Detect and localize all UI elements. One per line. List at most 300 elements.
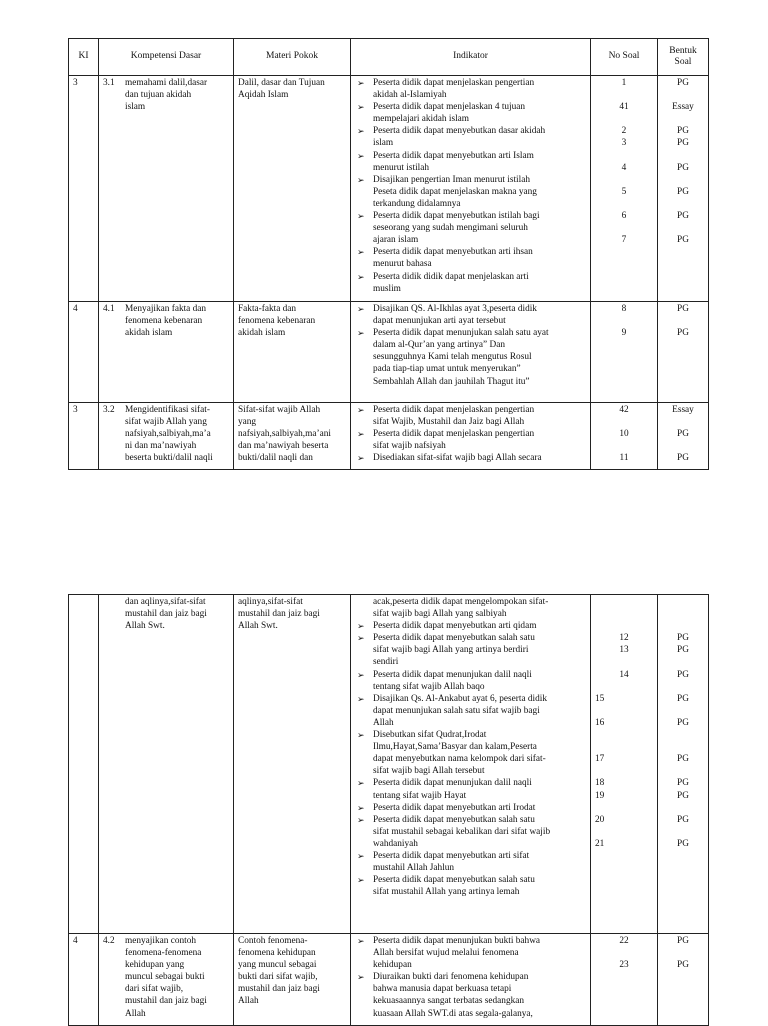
indikator-line: muslim — [373, 283, 401, 294]
kd-number: 3.1 — [103, 78, 115, 88]
materi-line: Allah — [238, 996, 259, 1007]
indikator-continuation: sifat wajib bagi Allah yang salbiyah — [373, 609, 507, 620]
indikator-item — [355, 777, 586, 801]
indikator-item — [355, 428, 586, 452]
indikator-cell — [351, 934, 591, 1026]
bentuk-soal-value: PG — [677, 304, 689, 314]
indikator-line: Disajikan pengertian Iman menurut istilah — [373, 174, 530, 185]
no-soal-value — [595, 705, 653, 717]
bentuk-soal-value — [662, 802, 704, 814]
arrow-bullet-icon: ➢ — [357, 802, 365, 813]
bentuk-soal-value — [662, 656, 704, 668]
bentuk-soal-value: PG — [677, 790, 689, 801]
no-soal-value: 20 — [595, 814, 605, 825]
kompetensi-dasar-cell — [99, 302, 234, 403]
no-soal-value — [595, 198, 653, 210]
indikator-line: kuasaan Allah SWT.di atas segala-galanya, — [373, 1008, 533, 1019]
indikator-line: Peserta didik dapat menunjukan dalil naqli — [373, 778, 532, 789]
no-soal-value — [595, 656, 653, 668]
bentuk-soal-value: PG — [677, 754, 689, 765]
indikator-line: sifat mustahil Allah yang artinya lemah — [373, 887, 520, 898]
kd-line: akidah islam — [125, 328, 173, 339]
no-soal-value — [595, 89, 653, 101]
bentuk-soal-value: Essay — [672, 405, 694, 415]
kd-line: beserta bukti/dalil naqli — [125, 453, 213, 464]
arrow-bullet-icon: ➢ — [357, 304, 365, 314]
no-soal-value: 16 — [595, 717, 605, 728]
indikator-item — [355, 174, 586, 210]
bentuk-soal-value: PG — [677, 211, 689, 222]
bentuk-soal-value — [662, 681, 704, 693]
indikator-line: akidah al-Islamiyah — [373, 90, 447, 101]
ki-cell: 4 — [69, 934, 99, 1026]
no-soal-value — [595, 620, 653, 632]
indikator-line: dapat menunjukan salah satu sifat wajib bagi — [373, 705, 540, 716]
kd-text: Menyajikan fakta dan — [125, 304, 207, 314]
kd-line: Allah — [125, 1008, 146, 1019]
kompetensi-dasar-cell — [99, 403, 234, 470]
no-soal-value: 5 — [621, 186, 627, 197]
arrow-bullet-icon: ➢ — [357, 78, 365, 88]
arrow-bullet-icon: ➢ — [357, 875, 365, 886]
arrow-bullet-icon: ➢ — [357, 621, 365, 632]
no-soal-value — [595, 608, 653, 620]
indikator-line: tentang sifat wajib Allah baqo — [373, 681, 485, 692]
bentuk-soal-value: PG — [677, 138, 689, 149]
indikator-cell — [351, 76, 591, 302]
kd-line: nafsiyah,salbiyah,ma’a — [125, 429, 211, 440]
no-soal-value — [595, 826, 653, 838]
kd-line: muncul sebagai bukti — [125, 972, 205, 983]
materi-line: yang — [238, 417, 257, 428]
materi-pokok-cell — [234, 595, 351, 934]
no-soal-value: 6 — [621, 211, 627, 222]
bentuk-soal-value: PG — [677, 78, 689, 88]
bentuk-soal-cell — [658, 595, 709, 934]
no-soal-value: 9 — [621, 328, 627, 339]
indikator-line: Peserta didik dapat menyebutkan salah satu — [373, 633, 535, 644]
kompetensi-dasar-cell — [99, 595, 234, 934]
kd-line: mustahil dan jaiz bagi — [125, 996, 207, 1007]
no-soal-value — [595, 150, 653, 162]
no-soal-value: 3 — [621, 138, 627, 149]
kd-number: 4.2 — [103, 936, 115, 946]
no-soal-cell — [591, 934, 658, 1026]
indikator-line: Peserta didik dapat menjelaskan pengertian — [373, 405, 535, 415]
no-soal-value — [595, 315, 653, 327]
indikator-line: mempelajari akidah islam — [373, 114, 470, 125]
no-soal-value: 41 — [619, 102, 629, 113]
indikator-line: islam — [373, 138, 394, 149]
indikator-line: sifat wajib bagi Allah tersebut — [373, 766, 485, 777]
indikator-item — [355, 210, 586, 246]
bentuk-soal-value — [662, 416, 704, 428]
no-soal-value: 17 — [595, 754, 605, 765]
table-row — [69, 302, 709, 403]
indikator-line: Disebutkan sifat Qudrat,Irodat — [373, 730, 487, 741]
kd-line: Allah Swt. — [125, 621, 165, 632]
arrow-bullet-icon: ➢ — [357, 778, 365, 789]
arrow-bullet-icon: ➢ — [357, 669, 365, 680]
no-soal-value — [595, 113, 653, 125]
no-soal-value — [595, 947, 653, 959]
indikator-item — [355, 404, 586, 428]
no-soal-value: 23 — [619, 960, 629, 971]
kd-number: 3.2 — [103, 405, 115, 415]
bentuk-soal-value — [662, 150, 704, 162]
indikator-item — [355, 850, 586, 874]
bentuk-soal-value — [662, 765, 704, 777]
materi-pokok-cell — [234, 934, 351, 1026]
indikator-list — [355, 77, 586, 295]
materi-line: Allah Swt. — [238, 621, 278, 632]
indikator-item — [355, 77, 586, 101]
bentuk-soal-value — [662, 705, 704, 717]
header-bentuk-soal: Bentuk Soal — [658, 39, 709, 76]
indikator-line: bahwa manusia dapat berkuasa tetapi — [373, 984, 512, 995]
bentuk-soal-value — [662, 620, 704, 632]
indikator-line: sifat wajib nafsiyah — [373, 441, 446, 452]
indikator-item — [355, 693, 586, 729]
table-row — [69, 403, 709, 470]
indikator-line: sifat wajib bagi Allah yang artinya berdiri — [373, 645, 529, 656]
bentuk-soal-value: PG — [677, 429, 689, 440]
indikator-line: menurut bahasa — [373, 259, 432, 270]
indikator-item — [355, 874, 586, 898]
arrow-bullet-icon: ➢ — [357, 850, 365, 861]
indikator-list — [355, 935, 586, 1020]
no-soal-value: 12 — [619, 633, 629, 644]
indikator-line: Peserta didik dapat menyebutkan salah satu — [373, 875, 535, 886]
materi-line: yang muncul sebagai — [238, 960, 317, 971]
kd-line: mustahil dan jaiz bagi — [125, 609, 207, 620]
arrow-bullet-icon: ➢ — [357, 126, 365, 137]
no-soal-cell — [591, 302, 658, 403]
indikator-line: Peserta didik dapat menyebutkan arti Islam — [373, 150, 534, 161]
kd-line — [103, 303, 229, 315]
kd-line: dan aqlinya,sifat-sifat — [125, 597, 206, 607]
indikator-line: Disajikan QS. Al-Ikhlas ayat 3,peserta didik — [373, 304, 537, 314]
no-soal-value: 4 — [621, 162, 627, 173]
materi-line: Fakta-fakta dan — [238, 304, 297, 314]
arrow-bullet-icon: ➢ — [357, 405, 365, 415]
no-soal-value: 19 — [595, 790, 605, 801]
indikator-item — [355, 327, 586, 387]
indikator-line: Peserta didik dapat menyebutkan arti ihsan — [373, 247, 533, 258]
kd-line: fenomena-fenomena — [125, 948, 202, 959]
no-soal-value: 15 — [595, 693, 605, 704]
bentuk-soal-value — [662, 729, 704, 741]
header-no-soal: No Soal — [591, 39, 658, 76]
table-header-row — [69, 39, 709, 76]
indikator-line: menurut istilah — [373, 162, 430, 173]
indikator-line: Peserta didik dapat menyebutkan istilah bagi — [373, 211, 540, 222]
indikator-item — [355, 125, 586, 149]
no-soal-cell — [591, 595, 658, 934]
materi-line: Contoh fenomena- — [238, 936, 308, 946]
indikator-line: sifat mustahil sebagai kebalikan dari sifat wajib — [373, 826, 551, 837]
indikator-item — [355, 271, 586, 295]
indikator-item — [355, 935, 586, 971]
arrow-bullet-icon: ➢ — [357, 936, 365, 946]
kd-line — [103, 404, 229, 416]
kd-text: memahami dalil,dasar — [125, 78, 208, 88]
indikator-line: Peserta didik didik dapat menjelaskan arti — [373, 271, 529, 282]
indikator-cell — [351, 595, 591, 934]
indikator-line: Ilmu,Hayat,Sama’Basyar dan kalam,Peserta — [373, 742, 537, 753]
indikator-item — [355, 971, 586, 1019]
materi-line: mustahil dan jaiz bagi — [238, 609, 320, 620]
materi-line: Sifat-sifat wajib Allah — [238, 405, 321, 415]
indikator-line: dalam al-Qur’an yang artinya” Dan — [373, 340, 505, 351]
no-soal-value — [595, 681, 653, 693]
bentuk-soal-value: PG — [677, 645, 689, 656]
indikator-line: Allah — [373, 717, 394, 728]
no-soal-value — [595, 222, 653, 234]
bentuk-soal-cell — [658, 403, 709, 470]
indikator-line: dapat menyebutkan nama kelompok dari sifat- — [373, 754, 546, 765]
arrow-bullet-icon: ➢ — [357, 328, 365, 339]
no-soal-value: 2 — [621, 126, 627, 137]
indikator-line: kekuasaannya sangat terbatas sedangkan — [373, 996, 525, 1007]
indikator-line: Peserta didik dapat menyebutkan dasar akidah — [373, 126, 546, 137]
bentuk-soal-value: PG — [677, 633, 689, 644]
indikator-line: Disediakan sifat-sifat wajib bagi Allah secara — [373, 453, 542, 464]
bentuk-soal-cell — [658, 302, 709, 403]
indikator-line: mustahil Allah Jahlun — [373, 863, 455, 874]
no-soal-value: 14 — [619, 669, 629, 680]
bentuk-soal-value: PG — [677, 936, 689, 946]
arrow-bullet-icon: ➢ — [357, 247, 365, 258]
indikator-line: Diuraikan bukti dari fenomena kehidupan — [373, 972, 529, 983]
kd-line: fenomena kebenaran — [125, 316, 203, 327]
indikator-list — [355, 596, 586, 898]
arrow-bullet-icon: ➢ — [357, 174, 365, 185]
kd-text: Mengidentifikasi sifat- — [125, 405, 210, 415]
no-soal-value — [595, 729, 653, 741]
indikator-line: Peserta didik dapat menyebutkan arti sifat — [373, 850, 530, 861]
bentuk-soal-value — [662, 947, 704, 959]
materi-line: bukti/dalil naqli dan — [238, 453, 313, 464]
materi-pokok-cell — [234, 403, 351, 470]
indikator-line: tentang sifat wajib Hayat — [373, 790, 467, 801]
no-soal-value: 11 — [619, 453, 629, 464]
indikator-item — [355, 303, 586, 327]
bentuk-soal-value — [662, 89, 704, 101]
kompetensi-dasar-cell — [99, 76, 234, 302]
header-materi-pokok: Materi Pokok — [234, 39, 351, 76]
indikator-line: Peserta didik dapat menjelaskan pengertian — [373, 78, 535, 88]
arrow-bullet-icon: ➢ — [357, 271, 365, 282]
no-soal-value — [595, 765, 653, 777]
table-row — [69, 595, 709, 934]
bentuk-soal-value — [662, 174, 704, 186]
indikator-item — [355, 101, 586, 125]
kd-line: sifat wajib Allah yang — [125, 417, 207, 428]
header-kompetensi-dasar: Kompetensi Dasar — [99, 39, 234, 76]
bentuk-soal-value: PG — [677, 162, 689, 173]
indikator-line: Peserta didik dapat menyebutkan arti Irodat — [373, 802, 536, 813]
kd-line: kehidupan yang — [125, 960, 185, 971]
indikator-item — [355, 632, 586, 668]
bentuk-soal-value — [662, 198, 704, 210]
bentuk-soal-value: PG — [677, 669, 689, 680]
materi-line: aqlinya,sifat-sifat — [238, 597, 303, 607]
arrow-bullet-icon: ➢ — [357, 150, 365, 161]
bentuk-soal-value: PG — [677, 838, 689, 849]
kd-line — [103, 77, 229, 89]
no-soal-value — [595, 440, 653, 452]
kompetensi-dasar-cell — [99, 934, 234, 1026]
arrow-bullet-icon: ➢ — [357, 429, 365, 440]
indikator-line: sifat Wajib, Mustahil dan Jaiz bagi Allah — [373, 417, 525, 428]
bentuk-soal-value — [662, 826, 704, 838]
table-row — [69, 76, 709, 302]
indikator-line: Peserta didik dapat menjelaskan 4 tujuan — [373, 102, 526, 113]
no-soal-value — [595, 741, 653, 753]
indikator-line: dapat menunjukan arti ayat tersebut — [373, 316, 506, 327]
indikator-item — [355, 669, 586, 693]
bentuk-soal-value — [662, 113, 704, 125]
bentuk-soal-value — [662, 741, 704, 753]
no-soal-value — [595, 596, 653, 608]
indikator-line: kehidupan — [373, 960, 412, 971]
kisi-kisi-table-page-2 — [68, 594, 709, 1026]
bentuk-soal-value — [662, 440, 704, 452]
no-soal-value: 21 — [595, 838, 605, 849]
indikator-line: Disajikan Qs. Al-Ankabut ayat 6, peserta didik — [373, 693, 548, 704]
materi-line: Aqidah Islam — [238, 90, 289, 101]
ki-cell: 4 — [69, 302, 99, 403]
materi-line: dan ma’nawiyah beserta — [238, 441, 329, 452]
header-indikator: Indikator — [351, 39, 591, 76]
indikator-item — [355, 246, 586, 270]
indikator-line: wahdaniyah — [373, 838, 418, 849]
indikator-cell — [351, 302, 591, 403]
indikator-line: pada tiap-tiap umat untuk menyerukan” — [373, 364, 521, 375]
arrow-bullet-icon: ➢ — [357, 693, 365, 704]
kd-line: islam — [125, 102, 146, 113]
indikator-item — [355, 729, 586, 777]
kd-line: dari sifat wajib, — [125, 984, 184, 995]
kisi-kisi-table-page-1 — [68, 38, 709, 470]
no-soal-value — [595, 174, 653, 186]
indikator-item — [355, 150, 586, 174]
bentuk-soal-value: PG — [677, 814, 689, 825]
kd-line — [103, 935, 229, 947]
arrow-bullet-icon: ➢ — [357, 453, 365, 464]
bentuk-soal-value: PG — [677, 693, 689, 704]
no-soal-value: 13 — [619, 645, 629, 656]
no-soal-value — [595, 416, 653, 428]
no-soal-value — [595, 802, 653, 814]
no-soal-value: 8 — [621, 304, 627, 314]
indikator-line: seseorang yang sudah mengimani seluruh — [373, 223, 528, 234]
indikator-line: Peserta didik dapat menunjukan bukti bahwa — [373, 936, 541, 946]
arrow-bullet-icon: ➢ — [357, 972, 365, 983]
bentuk-soal-value: PG — [677, 235, 689, 246]
kd-number: 4.1 — [103, 304, 115, 314]
indikator-line: Allah bersifat wujud melalui fenomena — [373, 948, 519, 959]
bentuk-soal-value: Essay — [672, 102, 694, 113]
indikator-line: Peserta didik dapat menjelaskan pengertian — [373, 429, 535, 440]
arrow-bullet-icon: ➢ — [357, 814, 365, 825]
no-soal-value: 1 — [621, 78, 627, 88]
table-row — [69, 934, 709, 1026]
materi-line: akidah islam — [238, 328, 286, 339]
materi-line: fenomena kehidupan — [238, 948, 316, 959]
indikator-line: Peseta didik dapat menjelaskan makna yang — [373, 186, 537, 197]
indikator-line: sesungguhnya Kami telah mengutus Rosul — [373, 352, 532, 363]
arrow-bullet-icon: ➢ — [357, 633, 365, 644]
materi-line: bukti dari sifat wajib, — [238, 972, 318, 983]
bentuk-soal-value: PG — [677, 717, 689, 728]
no-soal-value: 10 — [619, 429, 629, 440]
no-soal-value: 7 — [621, 235, 627, 246]
bentuk-soal-value — [662, 596, 704, 608]
indikator-item — [355, 802, 586, 814]
indikator-line: sendiri — [373, 657, 399, 668]
no-soal-value: 42 — [619, 405, 629, 415]
kd-line: dan tujuan akidah — [125, 90, 192, 101]
materi-pokok-cell — [234, 76, 351, 302]
bentuk-soal-value — [662, 608, 704, 620]
indikator-cell — [351, 403, 591, 470]
header-ki: KI — [69, 39, 99, 76]
indikator-item — [355, 814, 586, 850]
bentuk-soal-cell — [658, 76, 709, 302]
kd-text: menyajikan contoh — [125, 936, 196, 946]
bentuk-soal-value: PG — [677, 453, 689, 464]
bentuk-soal-cell — [658, 934, 709, 1026]
bentuk-soal-value: PG — [677, 126, 689, 137]
materi-pokok-cell — [234, 302, 351, 403]
indikator-list — [355, 303, 586, 388]
materi-line: nafsiyah,salbiyah,ma’ani — [238, 429, 331, 440]
materi-line: mustahil dan jaiz bagi — [238, 984, 320, 995]
materi-line: Dalil, dasar dan Tujuan — [238, 78, 325, 88]
bentuk-soal-value: PG — [677, 960, 689, 971]
materi-line: fenomena kebenaran — [238, 316, 316, 327]
no-soal-cell — [591, 403, 658, 470]
indikator-line: Peserta didik dapat menyebutkan arti qidam — [373, 621, 537, 632]
indikator-line: terkandung didalamnya — [373, 198, 461, 209]
arrow-bullet-icon: ➢ — [357, 102, 365, 113]
indikator-line: Peserta didik dapat menunjukan salah satu ayat — [373, 328, 549, 339]
indikator-line: Sembahlah Allah dan jauhilah Thagut itu” — [373, 376, 530, 387]
arrow-bullet-icon: ➢ — [357, 211, 365, 222]
indikator-list — [355, 404, 586, 464]
bentuk-soal-value: PG — [677, 186, 689, 197]
no-soal-cell — [591, 76, 658, 302]
arrow-bullet-icon: ➢ — [357, 730, 365, 741]
no-soal-value: 22 — [619, 936, 629, 946]
indikator-item — [355, 620, 586, 632]
bentuk-soal-value: PG — [677, 778, 689, 789]
no-soal-value: 18 — [595, 778, 605, 789]
indikator-line: Peserta didik dapat menyebutkan salah satu — [373, 814, 535, 825]
indikator-line: Peserta didik dapat menunjukan dalil naqli — [373, 669, 532, 680]
bentuk-soal-value — [662, 222, 704, 234]
indikator-item — [355, 452, 586, 464]
ki-cell: 3 — [69, 403, 99, 470]
bentuk-soal-value — [662, 315, 704, 327]
ki-cell — [69, 595, 99, 934]
indikator-line: ajaran islam — [373, 235, 419, 246]
kd-line: ni dan ma’nawiyah — [125, 441, 197, 452]
ki-cell: 3 — [69, 76, 99, 302]
indikator-continuation: acak,peserta didik dapat mengelompokan sifat- — [373, 597, 549, 607]
